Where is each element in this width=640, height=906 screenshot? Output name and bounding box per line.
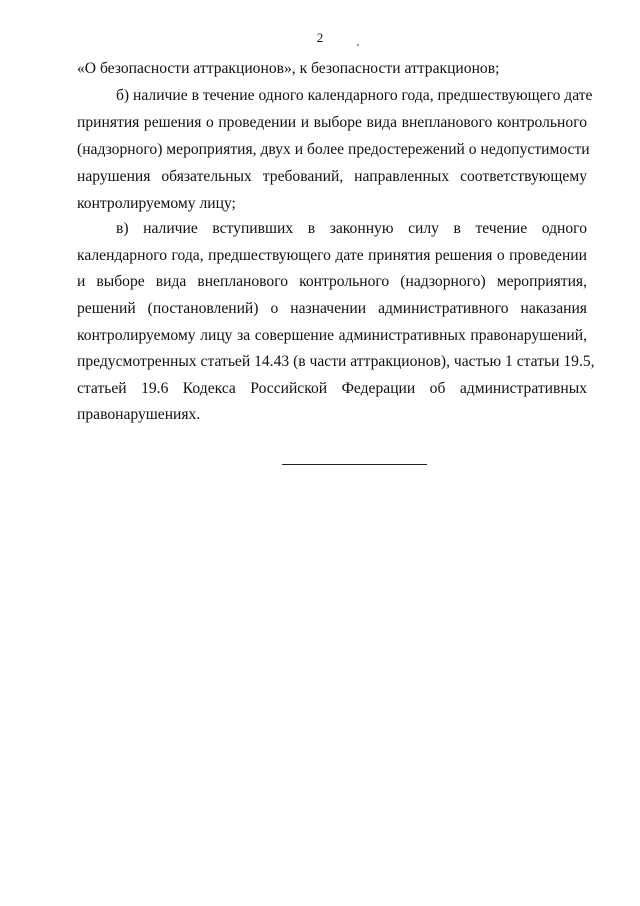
closing-rule (282, 464, 427, 465)
text-line: (надзорного) мероприятия, двух и более предостережений о недопустимости (77, 141, 590, 158)
text-line: контролируемому лицу; (77, 195, 236, 212)
page-number: 2 (316, 30, 324, 45)
text-line: календарного года, предшествующего дате принятия решения о проведении (77, 247, 587, 264)
text-line: статьей 19.6 Кодекса Российской Федерации об административных (77, 380, 587, 397)
text-line: «О безопасности аттракционов», к безопасности аттракционов; (77, 60, 500, 77)
scan-speck (357, 44, 359, 46)
text-line: решений (постановлений) о назначении административного наказания (77, 300, 587, 317)
text-line: правонарушениях. (77, 406, 201, 423)
text-line: в) наличие вступивших в законную силу в течение одного (116, 220, 587, 237)
text-line: нарушения обязательных требований, направленных соответствующему (77, 168, 587, 185)
text-line: б) наличие в течение одного календарного года, предшествующего дате (116, 87, 593, 104)
text-line: принятия решения о проведении и выборе вида внепланового контрольного (77, 114, 587, 131)
text-line: и выборе вида внепланового контрольного (надзорного) мероприятия, (77, 273, 587, 290)
text-line: контролируемому лицу за совершение административных правонарушений, (77, 327, 587, 344)
text-line: предусмотренных статьей 14.43 (в части аттракционов), частью 1 статьи 19.5, (77, 353, 595, 370)
